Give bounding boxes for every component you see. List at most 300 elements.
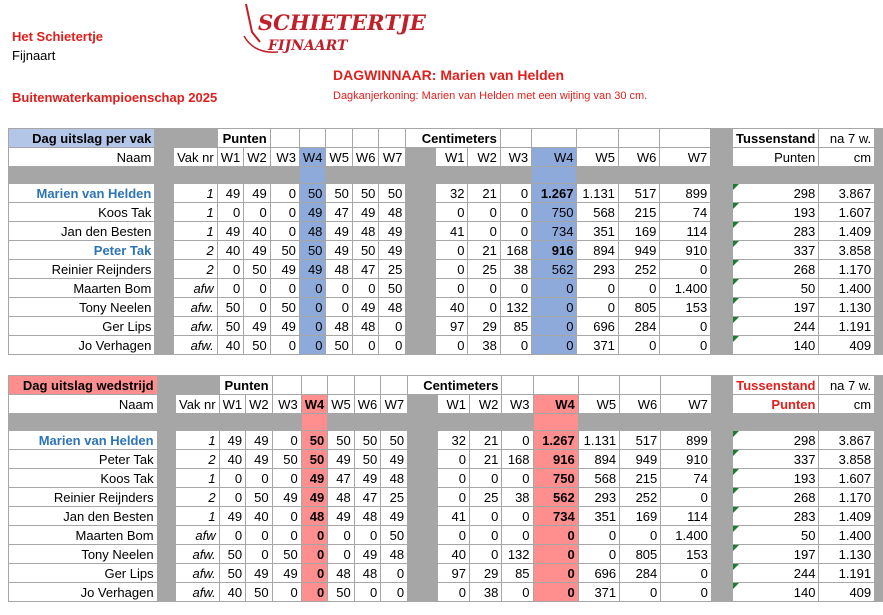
cm-value: 0 — [468, 279, 500, 298]
spacer — [406, 298, 436, 317]
punten-value: 50 — [301, 450, 328, 469]
cm-week-header: W6 — [620, 395, 661, 414]
gap-cell — [219, 414, 246, 431]
tussenstand-cm: 3.867 — [819, 431, 875, 450]
spacer — [155, 222, 174, 241]
tussenstand-cm: 1.130 — [819, 298, 875, 317]
punten-value: 48 — [301, 507, 328, 526]
spacer — [875, 376, 883, 395]
empty — [532, 129, 577, 148]
cm-value: 38 — [469, 583, 501, 602]
cm-value: 153 — [661, 545, 712, 564]
gap-cell — [246, 414, 273, 431]
spacer — [711, 148, 733, 167]
punten-value: 50 — [299, 241, 326, 260]
gap-cell — [354, 414, 381, 431]
spacer — [711, 260, 733, 279]
cm-value: 0 — [500, 203, 531, 222]
cm-value: 293 — [577, 260, 618, 279]
empty — [381, 376, 408, 395]
punten-value: 0 — [381, 564, 408, 583]
cm-value: 21 — [468, 184, 500, 203]
punten-value: 49 — [352, 298, 379, 317]
cm-value: 0 — [436, 336, 468, 355]
cm-value: 168 — [502, 450, 533, 469]
cm-value: 0 — [437, 583, 469, 602]
angler-name: Reinier Reijnders — [9, 488, 158, 507]
punten-week-header: W2 — [244, 148, 271, 167]
cm-value: 252 — [620, 488, 661, 507]
spacer — [875, 203, 883, 222]
spacer — [176, 376, 220, 395]
empty — [352, 129, 379, 148]
cm-value: 0 — [661, 564, 712, 583]
punten-value: 49 — [354, 469, 381, 488]
table-row — [9, 279, 883, 298]
punten-value: 0 — [270, 336, 299, 355]
cm-value: 371 — [577, 336, 618, 355]
cm-value: 0 — [532, 298, 577, 317]
gap-cell — [328, 414, 355, 431]
tussenstand-cm: 1.130 — [819, 545, 875, 564]
cm-value: 910 — [660, 241, 711, 260]
punten-value: 49 — [217, 184, 244, 203]
cm-value: 1.131 — [578, 431, 619, 450]
punten-value: 0 — [272, 583, 301, 602]
cm-week-header: W3 — [502, 395, 533, 414]
punten-value: 48 — [354, 507, 381, 526]
vaknr-header: Vak nr — [176, 395, 220, 414]
punten-value: 48 — [328, 564, 355, 583]
punten-value: 0 — [381, 583, 408, 602]
cm-week-header: W7 — [660, 148, 711, 167]
punten-value: 40 — [217, 241, 244, 260]
cm-week-header: W1 — [437, 395, 469, 414]
punten-value: 49 — [246, 450, 273, 469]
cm-week-header: W4 — [532, 148, 577, 167]
spacer — [406, 184, 436, 203]
punten-value: 0 — [299, 279, 326, 298]
table-row — [9, 260, 883, 279]
spacer — [408, 431, 438, 450]
spacer — [875, 148, 883, 167]
cm-week-header: W6 — [618, 148, 659, 167]
cm-value: 284 — [618, 317, 659, 336]
empty — [578, 376, 619, 395]
empty — [502, 376, 533, 395]
cm-value: 0 — [660, 317, 711, 336]
vak-nr: afw. — [174, 317, 218, 336]
cm-week-header: W3 — [500, 148, 531, 167]
gap-cell — [711, 167, 733, 184]
punten-value: 49 — [326, 222, 353, 241]
table-row — [9, 184, 883, 203]
gap-cell — [352, 167, 379, 184]
spacer — [875, 395, 883, 414]
gap-cell — [436, 167, 468, 184]
punten-value: 0 — [217, 260, 244, 279]
cm-value: 32 — [436, 184, 468, 203]
punten-value: 0 — [299, 336, 326, 355]
empty — [661, 376, 712, 395]
centimeters-header: Centimeters — [406, 129, 501, 148]
empty — [328, 376, 355, 395]
gap-cell — [819, 414, 875, 431]
svg-text:SCHIETERTJE: SCHIETERTJE — [258, 10, 426, 35]
punten-value: 50 — [270, 241, 299, 260]
spacer — [875, 507, 883, 526]
table-row — [9, 469, 883, 488]
results-per-vak-table — [8, 128, 883, 355]
punten-value: 0 — [354, 526, 381, 545]
empty — [533, 376, 578, 395]
punten-value: 49 — [326, 241, 353, 260]
cm-value: 0 — [436, 260, 468, 279]
punten-value: 0 — [270, 184, 299, 203]
angler-name: Ger Lips — [9, 317, 155, 336]
cm-value: 0 — [437, 488, 469, 507]
spacer — [408, 545, 438, 564]
spacer — [711, 317, 733, 336]
gap-cell — [272, 414, 301, 431]
spacer — [408, 469, 438, 488]
spacer — [408, 526, 438, 545]
punten-value: 40 — [217, 336, 244, 355]
cm-value: 0 — [618, 279, 659, 298]
gap-row — [9, 167, 883, 184]
table-row — [9, 336, 883, 355]
tussenstand-punten: 283 — [733, 222, 819, 241]
day-king: Dagkanjerkoning: Marien van Helden met een wijting van 30 cm. — [333, 90, 648, 102]
tussenstand-header: Tussenstand — [733, 129, 819, 148]
vak-nr: 1 — [174, 203, 218, 222]
punten-value: 50 — [219, 545, 246, 564]
svg-text:FIJNAART: FIJNAART — [268, 38, 348, 54]
punten-value: 50 — [219, 564, 246, 583]
punten-value: 50 — [246, 583, 273, 602]
cm-value: 38 — [468, 336, 500, 355]
tussenstand-punten: 268 — [733, 260, 819, 279]
spacer — [711, 241, 733, 260]
punten-value: 0 — [244, 279, 271, 298]
gap-cell — [155, 167, 174, 184]
spacer — [711, 469, 732, 488]
cm-value: 696 — [577, 317, 618, 336]
punten-value: 47 — [326, 203, 353, 222]
punten-value: 0 — [299, 298, 326, 317]
tussenstand-cm: 1.409 — [819, 222, 875, 241]
spacer — [408, 488, 438, 507]
punten-value: 50 — [381, 526, 408, 545]
punten-value: 0 — [217, 203, 244, 222]
punten-value: 48 — [326, 317, 353, 336]
punten-value: 50 — [270, 298, 299, 317]
spacer — [875, 241, 883, 260]
punten-week-header: W2 — [246, 395, 273, 414]
punten-value: 0 — [352, 279, 379, 298]
punten-header: Punten — [217, 129, 270, 148]
cm-value: 734 — [532, 222, 577, 241]
tussenstand-cm: 1.409 — [819, 507, 875, 526]
table-row — [9, 545, 883, 564]
punten-value: 47 — [328, 469, 355, 488]
cm-value: 252 — [618, 260, 659, 279]
cm-value: 568 — [578, 469, 619, 488]
cm-value: 215 — [618, 203, 659, 222]
cm-value: 517 — [620, 431, 661, 450]
cm-value: 750 — [533, 469, 578, 488]
punten-value: 0 — [301, 564, 328, 583]
spacer — [155, 148, 174, 167]
empty — [577, 129, 618, 148]
cm-value: 371 — [578, 583, 619, 602]
spacer — [711, 298, 733, 317]
spacer — [875, 260, 883, 279]
punten-value: 49 — [299, 203, 326, 222]
header-row-1 — [9, 376, 883, 395]
punten-week-header: W6 — [352, 148, 379, 167]
cm-value: 0 — [577, 279, 618, 298]
vak-nr: afw. — [174, 336, 218, 355]
angler-name: Tony Neelen — [9, 298, 155, 317]
cm-week-header: W4 — [533, 395, 578, 414]
gap-cell — [875, 167, 883, 184]
spacer — [408, 583, 438, 602]
punten-value: 49 — [352, 203, 379, 222]
punten-value: 0 — [326, 279, 353, 298]
gap-cell — [326, 167, 353, 184]
punten-value: 49 — [379, 241, 406, 260]
cm-week-header: W2 — [469, 395, 501, 414]
cm-value: 132 — [502, 545, 533, 564]
cm-value: 97 — [436, 317, 468, 336]
angler-name: Jan den Besten — [9, 507, 158, 526]
spacer — [711, 336, 733, 355]
club-location: Fijnaart — [12, 48, 56, 63]
tussenstand-punten: 268 — [733, 488, 819, 507]
tussenstand-cm: 1.400 — [819, 279, 875, 298]
cm-value: 517 — [618, 184, 659, 203]
vak-nr: afw. — [176, 564, 220, 583]
table-row — [9, 583, 883, 602]
punten-value: 50 — [354, 431, 381, 450]
punten-value: 0 — [379, 336, 406, 355]
table-row — [9, 507, 883, 526]
punten-value: 0 — [270, 203, 299, 222]
punten-value: 50 — [352, 241, 379, 260]
cm-week-header: W1 — [436, 148, 468, 167]
punten-value: 48 — [352, 222, 379, 241]
gap-cell — [379, 167, 406, 184]
punten-value: 49 — [244, 241, 271, 260]
gap-cell — [299, 167, 326, 184]
cm-value: 0 — [502, 583, 533, 602]
spacer — [875, 184, 883, 203]
punten-value: 50 — [326, 184, 353, 203]
punten-value: 48 — [354, 564, 381, 583]
tussenstand-punten: 193 — [733, 469, 819, 488]
cm-value: 0 — [469, 469, 501, 488]
punten-value: 50 — [217, 298, 244, 317]
spacer — [711, 129, 733, 148]
punten-value: 0 — [272, 507, 301, 526]
punten-value: 49 — [354, 545, 381, 564]
punten-value: 48 — [328, 488, 355, 507]
tussenstand-punten: 298 — [733, 431, 819, 450]
tussenstand-punten: 197 — [733, 298, 819, 317]
gap-cell — [469, 414, 501, 431]
punten-value: 25 — [379, 260, 406, 279]
spacer — [406, 279, 436, 298]
cm-value: 0 — [468, 222, 500, 241]
spacer — [155, 279, 174, 298]
table-row — [9, 298, 883, 317]
vak-nr: 2 — [176, 488, 220, 507]
punten-value: 25 — [381, 488, 408, 507]
cm-value: 0 — [661, 583, 712, 602]
punten-week-header: W4 — [301, 395, 328, 414]
header-row-1 — [9, 129, 883, 148]
punten-value: 50 — [299, 184, 326, 203]
cm-value: 0 — [468, 298, 500, 317]
tussenstand-cm: 1.607 — [819, 203, 875, 222]
spacer — [157, 583, 175, 602]
punten-total-header: Punten — [733, 148, 819, 167]
angler-name: Maarten Bom — [9, 526, 158, 545]
spacer — [157, 564, 175, 583]
cm-value: 0 — [469, 507, 501, 526]
punten-value: 49 — [244, 184, 271, 203]
cm-value: 351 — [577, 222, 618, 241]
cm-value: 750 — [532, 203, 577, 222]
cm-value: 41 — [436, 222, 468, 241]
punten-value: 0 — [301, 545, 328, 564]
gap-cell — [533, 414, 578, 431]
gap-cell — [819, 167, 875, 184]
cm-value: 0 — [437, 526, 469, 545]
punten-value: 50 — [352, 184, 379, 203]
spacer — [157, 469, 175, 488]
na7w-header: na 7 w. — [819, 129, 875, 148]
tussenstand-cm: 1.607 — [819, 469, 875, 488]
angler-name: Peter Tak — [9, 241, 155, 260]
cm-value: 568 — [577, 203, 618, 222]
spacer — [157, 395, 175, 414]
punten-value: 49 — [301, 469, 328, 488]
spacer — [875, 298, 883, 317]
gap-cell — [620, 414, 661, 431]
punten-value: 0 — [270, 222, 299, 241]
gap-cell — [532, 167, 577, 184]
spacer — [408, 507, 438, 526]
gap-cell — [437, 414, 469, 431]
punten-week-header: W5 — [328, 395, 355, 414]
table-row — [9, 222, 883, 241]
punten-value: 48 — [352, 317, 379, 336]
angler-name: Tony Neelen — [9, 545, 158, 564]
tussenstand-cm: 3.858 — [819, 241, 875, 260]
punten-value: 49 — [244, 317, 271, 336]
club-name: Het Schietertje — [12, 29, 104, 44]
cm-value: 0 — [533, 526, 578, 545]
header-row-2 — [9, 395, 883, 414]
vak-nr: afw — [174, 279, 218, 298]
punten-value: 0 — [244, 298, 271, 317]
cm-value: 916 — [532, 241, 577, 260]
spacer — [875, 564, 883, 583]
spacer — [155, 336, 174, 355]
punten-value: 48 — [326, 260, 353, 279]
cm-week-header: W5 — [577, 148, 618, 167]
spacer — [406, 317, 436, 336]
spacer — [155, 317, 174, 336]
cm-value: 0 — [436, 279, 468, 298]
cm-value: 41 — [437, 507, 469, 526]
punten-value: 0 — [219, 526, 246, 545]
cm-value: 0 — [618, 336, 659, 355]
vak-nr: afw. — [176, 545, 220, 564]
gap-cell — [157, 414, 175, 431]
cm-value: 0 — [660, 260, 711, 279]
punten-value: 0 — [219, 469, 246, 488]
cm-total-header: cm — [819, 148, 875, 167]
tussenstand-cm: 409 — [819, 336, 875, 355]
spacer — [406, 148, 436, 167]
spacer — [406, 203, 436, 222]
cm-value: 0 — [502, 507, 533, 526]
spacer — [875, 545, 883, 564]
tussenstand-punten: 140 — [733, 583, 819, 602]
vak-nr: 1 — [174, 184, 218, 203]
punten-value: 0 — [354, 583, 381, 602]
day-winner: DAGWINNAAR: Marien van Helden — [333, 67, 565, 83]
cm-value: 284 — [620, 564, 661, 583]
punten-value: 0 — [299, 317, 326, 336]
tussenstand-punten: 283 — [733, 507, 819, 526]
punten-value: 50 — [244, 260, 271, 279]
spacer — [155, 203, 174, 222]
punten-week-header: W5 — [326, 148, 353, 167]
cm-value: 40 — [437, 545, 469, 564]
spacer — [711, 203, 733, 222]
spacer — [875, 279, 883, 298]
table-row — [9, 203, 883, 222]
cm-value: 0 — [661, 488, 712, 507]
cm-value: 0 — [469, 545, 501, 564]
gap-cell — [577, 167, 618, 184]
cm-total-header: cm — [819, 395, 875, 414]
table-row — [9, 317, 883, 336]
spacer — [155, 184, 174, 203]
gap-cell — [875, 414, 883, 431]
angler-name: Reinier Reijnders — [9, 260, 155, 279]
punten-value: 49 — [301, 488, 328, 507]
cm-value: 0 — [533, 545, 578, 564]
tussenstand-punten: 244 — [733, 564, 819, 583]
empty — [618, 129, 659, 148]
spacer — [875, 222, 883, 241]
tussenstand-cm: 409 — [819, 583, 875, 602]
table-row — [9, 564, 883, 583]
empty — [354, 376, 381, 395]
punten-value: 50 — [354, 450, 381, 469]
cm-value: 1.400 — [660, 279, 711, 298]
cm-value: 169 — [620, 507, 661, 526]
gap-cell — [244, 167, 271, 184]
punten-value: 0 — [301, 583, 328, 602]
spacer — [157, 488, 175, 507]
punten-value: 0 — [219, 488, 246, 507]
